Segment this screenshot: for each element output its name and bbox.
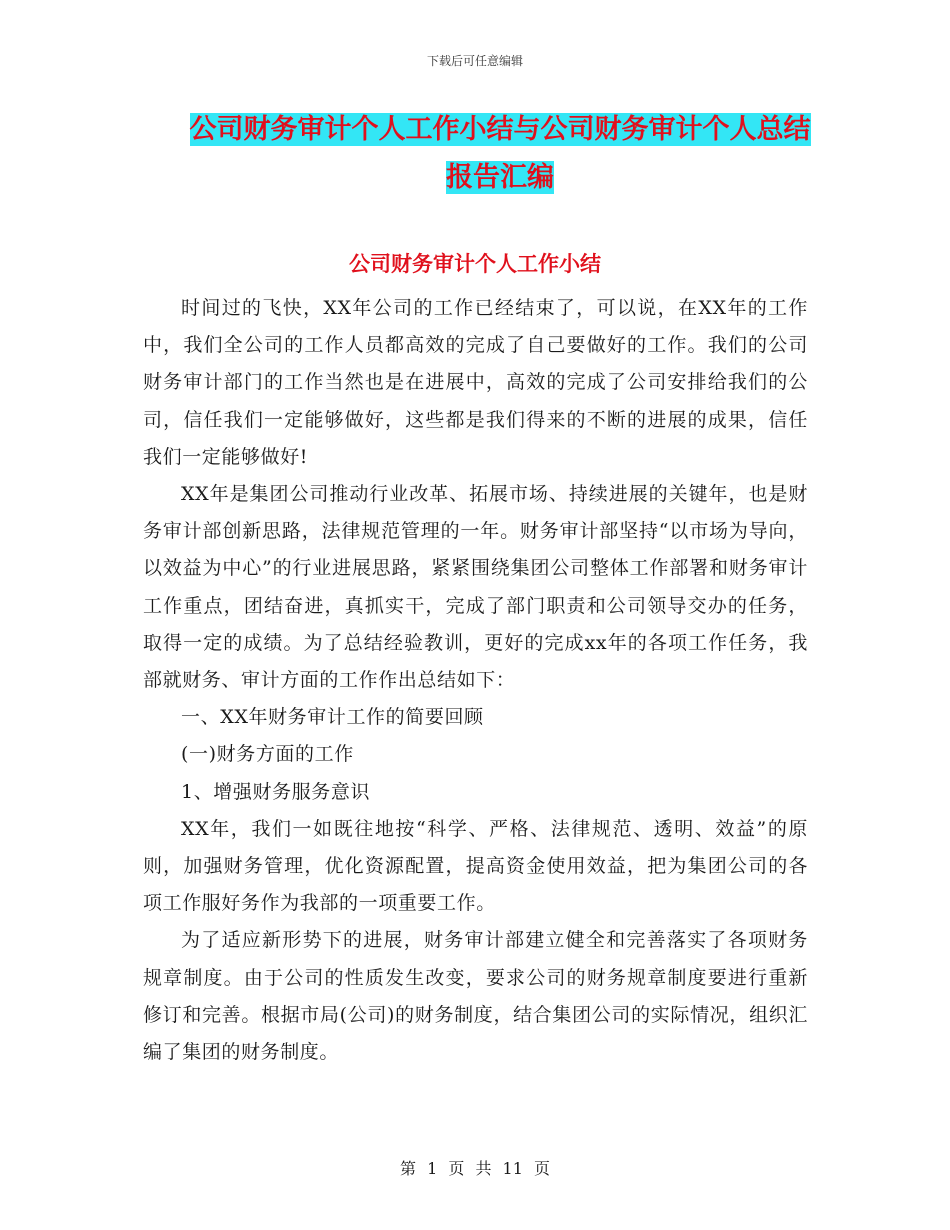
paragraph: XX年，我们一如既往地按“科学、严格、法律规范、透明、效益”的原则，加强财务管理，优化资源配置，提高资金使用效益，把为集团公司的各项工作服好务作为我部的一项重要工作。 xyxy=(143,817,808,915)
paragraph: XX年是集团公司推动行业改革、拓展市场、持续进展的关键年，也是财务审计部创新思路，法律规范管理的一年。财务审计部坚持“以市场为导向，以效益为中心”的行业进展思路，紧紧围绕集团公司整体工作部署和财务审计工作重点，团结奋进，真抓实干，完成了部门职责和公司领导交办的任务，取得一定的成绩。为了总结经验教训，更好的完成xx年的各项工作任务，我部就财务、审计方面的工作作出总结如下： xyxy=(143,483,808,692)
title-line-2: 报告汇编 xyxy=(446,162,554,193)
header-note: 下载后可任意编辑 xyxy=(426,54,523,68)
page-footer: 第 1 页 共 11 页 xyxy=(400,1159,550,1178)
paragraph: 时间过的飞快，XX年公司的工作已经结束了，可以说，在XX年的工作中，我们全公司的工作人员都高效的完成了自己要做好的工作。我们的公司财务审计部门的工作当然也是在进展中，高效的完成了公司安排给我们的公司，信任我们一定能够做好，这些都是我们得来的不断的进展的成果，信任我们一定能够做好! xyxy=(143,297,808,468)
section-title: 公司财务审计个人工作小结 xyxy=(349,251,601,276)
document-title xyxy=(140,106,860,202)
heading-level-2: (一)财务方面的工作 xyxy=(181,743,354,766)
body-text xyxy=(143,290,808,1071)
heading-level-1: 一、XX年财务审计工作的简要回顾 xyxy=(181,706,484,729)
paragraph: 为了适应新形势下的进展，财务审计部建立健全和完善落实了各项财务规章制度。由于公司的性质发生改变，要求公司的财务规章制度要进行重新修订和完善。根据市局(公司)的财务制度，结合集团公司的实际情况，组织汇编了集团的财务制度。 xyxy=(143,929,808,1064)
title-line-1: 公司财务审计个人工作小结与公司财务审计个人总结 xyxy=(189,114,811,145)
heading-level-3: 1、增强财务服务意识 xyxy=(181,780,371,803)
